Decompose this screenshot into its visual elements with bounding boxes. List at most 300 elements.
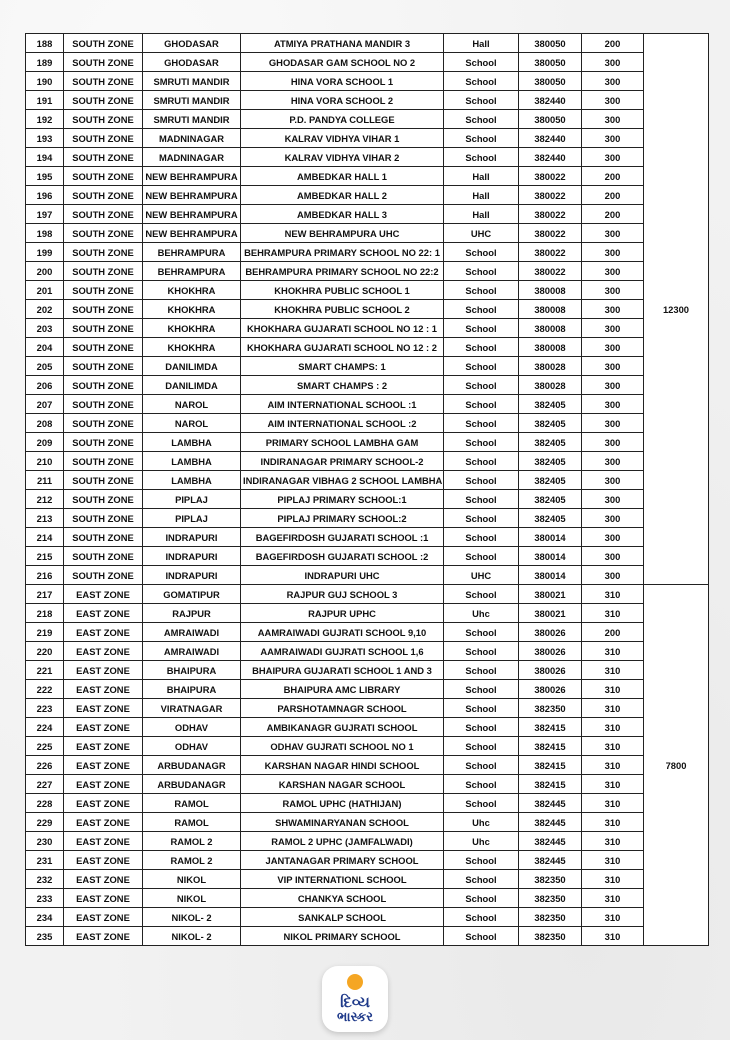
ward-cell: RAMOL 2 xyxy=(143,832,241,851)
pincode-cell: 380022 xyxy=(519,205,582,224)
table-body xyxy=(26,34,709,946)
center-name-cell: AAMRAIWADI GUJRATI SCHOOL 1,6 xyxy=(241,642,444,661)
zone-cell: SOUTH ZONE xyxy=(64,452,143,471)
zone-cell: EAST ZONE xyxy=(64,642,143,661)
type-cell: School xyxy=(444,528,519,547)
center-name-cell: BHAIPURA AMC LIBRARY xyxy=(241,680,444,699)
table-row xyxy=(26,604,709,623)
sr-no-cell: 199 xyxy=(26,243,64,262)
sr-no-cell: 226 xyxy=(26,756,64,775)
type-cell: School xyxy=(444,338,519,357)
type-cell: School xyxy=(444,642,519,661)
center-name-cell: INDIRANAGAR PRIMARY SCHOOL-2 xyxy=(241,452,444,471)
center-name-cell: RAJPUR GUJ SCHOOL 3 xyxy=(241,585,444,604)
sr-no-cell: 205 xyxy=(26,357,64,376)
center-name-cell: PRIMARY SCHOOL LAMBHA GAM xyxy=(241,433,444,452)
table-row xyxy=(26,300,709,319)
zone-cell: EAST ZONE xyxy=(64,737,143,756)
type-cell: School xyxy=(444,794,519,813)
ward-cell: NIKOL xyxy=(143,889,241,908)
table-row xyxy=(26,319,709,338)
zone-cell: SOUTH ZONE xyxy=(64,186,143,205)
ward-cell: GOMATIPUR xyxy=(143,585,241,604)
table-row xyxy=(26,718,709,737)
capacity-cell: 310 xyxy=(582,832,644,851)
ward-cell: SMRUTI MANDIR xyxy=(143,110,241,129)
center-name-cell: PIPLAJ PRIMARY SCHOOL:1 xyxy=(241,490,444,509)
ward-cell: LAMBHA xyxy=(143,471,241,490)
ward-cell: NAROL xyxy=(143,395,241,414)
capacity-cell: 300 xyxy=(582,129,644,148)
pincode-cell: 382405 xyxy=(519,452,582,471)
pincode-cell: 382405 xyxy=(519,433,582,452)
type-cell: School xyxy=(444,585,519,604)
pincode-cell: 380022 xyxy=(519,186,582,205)
ward-cell: KHOKHRA xyxy=(143,319,241,338)
capacity-cell: 300 xyxy=(582,490,644,509)
zone-cell: SOUTH ZONE xyxy=(64,129,143,148)
sr-no-cell: 229 xyxy=(26,813,64,832)
ward-cell: GHODASAR xyxy=(143,34,241,53)
table-row xyxy=(26,205,709,224)
ward-cell: ODHAV xyxy=(143,718,241,737)
zone-cell: EAST ZONE xyxy=(64,908,143,927)
capacity-cell: 300 xyxy=(582,395,644,414)
zone-cell: EAST ZONE xyxy=(64,604,143,623)
table-row xyxy=(26,756,709,775)
center-name-cell: PIPLAJ PRIMARY SCHOOL:2 xyxy=(241,509,444,528)
type-cell: School xyxy=(444,851,519,870)
pincode-cell: 380022 xyxy=(519,262,582,281)
sr-no-cell: 195 xyxy=(26,167,64,186)
zone-cell: SOUTH ZONE xyxy=(64,547,143,566)
type-cell: School xyxy=(444,661,519,680)
type-cell: UHC xyxy=(444,224,519,243)
pincode-cell: 382405 xyxy=(519,471,582,490)
sun-icon xyxy=(347,974,363,990)
zone-cell: EAST ZONE xyxy=(64,680,143,699)
ward-cell: ARBUDANAGR xyxy=(143,756,241,775)
capacity-cell: 310 xyxy=(582,870,644,889)
zone-cell: SOUTH ZONE xyxy=(64,357,143,376)
type-cell: School xyxy=(444,908,519,927)
sr-no-cell: 213 xyxy=(26,509,64,528)
table-row xyxy=(26,452,709,471)
pincode-cell: 382350 xyxy=(519,699,582,718)
sr-no-cell: 234 xyxy=(26,908,64,927)
center-name-cell: PARSHOTAMNAGR SCHOOL xyxy=(241,699,444,718)
center-name-cell: VIP INTERNATIONL SCHOOL xyxy=(241,870,444,889)
capacity-cell: 200 xyxy=(582,186,644,205)
type-cell: School xyxy=(444,395,519,414)
pincode-cell: 380014 xyxy=(519,528,582,547)
sr-no-cell: 235 xyxy=(26,927,64,946)
ward-cell: RAMOL 2 xyxy=(143,851,241,870)
pincode-cell: 382405 xyxy=(519,490,582,509)
pincode-cell: 382415 xyxy=(519,737,582,756)
zone-cell: SOUTH ZONE xyxy=(64,72,143,91)
ward-cell: AMRAIWADI xyxy=(143,623,241,642)
capacity-cell: 200 xyxy=(582,205,644,224)
capacity-cell: 300 xyxy=(582,528,644,547)
zone-cell: SOUTH ZONE xyxy=(64,471,143,490)
center-name-cell: SHWAMINARYANAN SCHOOL xyxy=(241,813,444,832)
table-row xyxy=(26,661,709,680)
capacity-cell: 200 xyxy=(582,34,644,53)
type-cell: School xyxy=(444,243,519,262)
center-name-cell: KALRAV VIDHYA VIHAR 1 xyxy=(241,129,444,148)
sr-no-cell: 202 xyxy=(26,300,64,319)
type-cell: School xyxy=(444,509,519,528)
type-cell: School xyxy=(444,490,519,509)
center-name-cell: KHOKHARA GUJARATI SCHOOL NO 12 : 2 xyxy=(241,338,444,357)
type-cell: School xyxy=(444,623,519,642)
sr-no-cell: 216 xyxy=(26,566,64,585)
zone-cell: EAST ZONE xyxy=(64,718,143,737)
capacity-cell: 300 xyxy=(582,452,644,471)
pincode-cell: 382405 xyxy=(519,395,582,414)
table-row xyxy=(26,224,709,243)
capacity-cell: 300 xyxy=(582,262,644,281)
type-cell: School xyxy=(444,72,519,91)
zone-cell: SOUTH ZONE xyxy=(64,376,143,395)
zone-cell: SOUTH ZONE xyxy=(64,509,143,528)
sr-no-cell: 188 xyxy=(26,34,64,53)
capacity-cell: 300 xyxy=(582,72,644,91)
capacity-cell: 310 xyxy=(582,604,644,623)
ward-cell: DANILIMDA xyxy=(143,376,241,395)
center-name-cell: KALRAV VIDHYA VIHAR 2 xyxy=(241,148,444,167)
center-name-cell: AMBIKANAGR GUJRATI SCHOOL xyxy=(241,718,444,737)
pincode-cell: 382445 xyxy=(519,794,582,813)
zone-cell: EAST ZONE xyxy=(64,661,143,680)
ward-cell: DANILIMDA xyxy=(143,357,241,376)
center-name-cell: KHOKHRA PUBLIC SCHOOL 1 xyxy=(241,281,444,300)
capacity-cell: 300 xyxy=(582,300,644,319)
center-name-cell: CHANKYA SCHOOL xyxy=(241,889,444,908)
data-sheet xyxy=(25,33,708,946)
sr-no-cell: 218 xyxy=(26,604,64,623)
sr-no-cell: 198 xyxy=(26,224,64,243)
capacity-cell: 310 xyxy=(582,775,644,794)
ward-cell: PIPLAJ xyxy=(143,509,241,528)
pincode-cell: 382445 xyxy=(519,832,582,851)
logo-line1: દિવ્ય xyxy=(340,993,370,1011)
table-row xyxy=(26,433,709,452)
sr-no-cell: 233 xyxy=(26,889,64,908)
pincode-cell: 382415 xyxy=(519,718,582,737)
ward-cell: LAMBHA xyxy=(143,433,241,452)
type-cell: School xyxy=(444,471,519,490)
table-row xyxy=(26,357,709,376)
pincode-cell: 382405 xyxy=(519,509,582,528)
ward-cell: NIKOL- 2 xyxy=(143,908,241,927)
table-row xyxy=(26,908,709,927)
capacity-cell: 310 xyxy=(582,927,644,946)
table-row xyxy=(26,623,709,642)
table-row xyxy=(26,129,709,148)
type-cell: School xyxy=(444,319,519,338)
table-row xyxy=(26,889,709,908)
ward-cell: NEW BEHRAMPURA xyxy=(143,224,241,243)
center-name-cell: AMBEDKAR HALL 2 xyxy=(241,186,444,205)
type-cell: School xyxy=(444,376,519,395)
table-row xyxy=(26,870,709,889)
ward-cell: KHOKHRA xyxy=(143,281,241,300)
sr-no-cell: 211 xyxy=(26,471,64,490)
pincode-cell: 382445 xyxy=(519,813,582,832)
pincode-cell: 382415 xyxy=(519,756,582,775)
type-cell: School xyxy=(444,433,519,452)
type-cell: School xyxy=(444,927,519,946)
center-name-cell: ODHAV GUJRATI SCHOOL NO 1 xyxy=(241,737,444,756)
capacity-cell: 300 xyxy=(582,566,644,585)
capacity-cell: 300 xyxy=(582,110,644,129)
capacity-cell: 310 xyxy=(582,889,644,908)
type-cell: School xyxy=(444,281,519,300)
table-row xyxy=(26,414,709,433)
table-row xyxy=(26,91,709,110)
zone-cell: SOUTH ZONE xyxy=(64,490,143,509)
capacity-cell: 300 xyxy=(582,338,644,357)
sr-no-cell: 193 xyxy=(26,129,64,148)
type-cell: Uhc xyxy=(444,813,519,832)
sr-no-cell: 221 xyxy=(26,661,64,680)
center-name-cell: ATMIYA PRATHANA MANDIR 3 xyxy=(241,34,444,53)
pincode-cell: 382350 xyxy=(519,927,582,946)
zone-cell: SOUTH ZONE xyxy=(64,53,143,72)
sr-no-cell: 219 xyxy=(26,623,64,642)
type-cell: Uhc xyxy=(444,832,519,851)
capacity-cell: 300 xyxy=(582,433,644,452)
zone-cell: SOUTH ZONE xyxy=(64,300,143,319)
pincode-cell: 380008 xyxy=(519,338,582,357)
zone-cell: EAST ZONE xyxy=(64,756,143,775)
zone-cell: SOUTH ZONE xyxy=(64,566,143,585)
zone-cell: SOUTH ZONE xyxy=(64,528,143,547)
type-cell: School xyxy=(444,547,519,566)
type-cell: Hall xyxy=(444,205,519,224)
zone-cell: EAST ZONE xyxy=(64,870,143,889)
sr-no-cell: 212 xyxy=(26,490,64,509)
sr-no-cell: 209 xyxy=(26,433,64,452)
ward-cell: INDRAPURI xyxy=(143,547,241,566)
divya-bhaskar-logo xyxy=(322,966,388,1032)
type-cell: Hall xyxy=(444,167,519,186)
sr-no-cell: 232 xyxy=(26,870,64,889)
sr-no-cell: 228 xyxy=(26,794,64,813)
table-row xyxy=(26,547,709,566)
ward-cell: LAMBHA xyxy=(143,452,241,471)
capacity-cell: 310 xyxy=(582,585,644,604)
ward-cell: ODHAV xyxy=(143,737,241,756)
zone-cell: EAST ZONE xyxy=(64,832,143,851)
ward-cell: NIKOL- 2 xyxy=(143,927,241,946)
ward-cell: NEW BEHRAMPURA xyxy=(143,167,241,186)
ward-cell: ARBUDANAGR xyxy=(143,775,241,794)
table-row xyxy=(26,737,709,756)
type-cell: Hall xyxy=(444,34,519,53)
zone-cell: EAST ZONE xyxy=(64,889,143,908)
sr-no-cell: 220 xyxy=(26,642,64,661)
table-row xyxy=(26,110,709,129)
center-name-cell: AMBEDKAR HALL 3 xyxy=(241,205,444,224)
type-cell: School xyxy=(444,718,519,737)
capacity-cell: 300 xyxy=(582,281,644,300)
type-cell: School xyxy=(444,129,519,148)
pincode-cell: 382415 xyxy=(519,775,582,794)
table-row xyxy=(26,642,709,661)
type-cell: School xyxy=(444,357,519,376)
logo-line2: ભાસ્કર xyxy=(337,1010,373,1025)
table-row xyxy=(26,794,709,813)
zone-cell: SOUTH ZONE xyxy=(64,338,143,357)
ward-cell: BHAIPURA xyxy=(143,661,241,680)
capacity-cell: 300 xyxy=(582,224,644,243)
table-row xyxy=(26,72,709,91)
capacity-cell: 310 xyxy=(582,699,644,718)
center-name-cell: P.D. PANDYA COLLEGE xyxy=(241,110,444,129)
capacity-cell: 310 xyxy=(582,737,644,756)
capacity-cell: 300 xyxy=(582,148,644,167)
table-row xyxy=(26,927,709,946)
center-name-cell: INDRAPURI UHC xyxy=(241,566,444,585)
ward-cell: SMRUTI MANDIR xyxy=(143,91,241,110)
capacity-cell: 300 xyxy=(582,243,644,262)
center-name-cell: HINA VORA SCHOOL 1 xyxy=(241,72,444,91)
table-row xyxy=(26,186,709,205)
ward-cell: INDRAPURI xyxy=(143,528,241,547)
center-name-cell: RAMOL UPHC (HATHIJAN) xyxy=(241,794,444,813)
center-name-cell: SMART CHAMPS : 2 xyxy=(241,376,444,395)
pincode-cell: 382440 xyxy=(519,148,582,167)
sr-no-cell: 214 xyxy=(26,528,64,547)
ward-cell: NIKOL xyxy=(143,870,241,889)
ward-cell: SMRUTI MANDIR xyxy=(143,72,241,91)
pincode-cell: 380026 xyxy=(519,680,582,699)
zone-cell: EAST ZONE xyxy=(64,851,143,870)
ward-cell: MADNINAGAR xyxy=(143,129,241,148)
type-cell: Hall xyxy=(444,186,519,205)
pincode-cell: 380028 xyxy=(519,376,582,395)
center-name-cell: KARSHAN NAGAR HINDI SCHOOL xyxy=(241,756,444,775)
capacity-cell: 310 xyxy=(582,851,644,870)
table-row xyxy=(26,167,709,186)
ward-cell: BHAIPURA xyxy=(143,680,241,699)
table-row xyxy=(26,148,709,167)
sr-no-cell: 230 xyxy=(26,832,64,851)
zone-cell: SOUTH ZONE xyxy=(64,91,143,110)
ward-cell: PIPLAJ xyxy=(143,490,241,509)
sr-no-cell: 227 xyxy=(26,775,64,794)
ward-cell: BEHRAMPURA xyxy=(143,243,241,262)
zone-total-cell: 7800 xyxy=(644,585,709,946)
sr-no-cell: 206 xyxy=(26,376,64,395)
table-row xyxy=(26,376,709,395)
ward-cell: RAMOL xyxy=(143,794,241,813)
sr-no-cell: 189 xyxy=(26,53,64,72)
type-cell: School xyxy=(444,148,519,167)
ward-cell: INDRAPURI xyxy=(143,566,241,585)
table-row xyxy=(26,680,709,699)
pincode-cell: 380008 xyxy=(519,319,582,338)
zone-cell: EAST ZONE xyxy=(64,585,143,604)
center-name-cell: AAMRAIWADI GUJRATI SCHOOL 9,10 xyxy=(241,623,444,642)
center-name-cell: INDIRANAGAR VIBHAG 2 SCHOOL LAMBHA xyxy=(241,471,444,490)
table-row xyxy=(26,262,709,281)
zone-cell: SOUTH ZONE xyxy=(64,395,143,414)
pincode-cell: 380022 xyxy=(519,167,582,186)
ward-cell: GHODASAR xyxy=(143,53,241,72)
sr-no-cell: 200 xyxy=(26,262,64,281)
pincode-cell: 380008 xyxy=(519,281,582,300)
capacity-cell: 310 xyxy=(582,661,644,680)
pincode-cell: 382350 xyxy=(519,908,582,927)
pincode-cell: 380050 xyxy=(519,53,582,72)
capacity-cell: 310 xyxy=(582,680,644,699)
ward-cell: BEHRAMPURA xyxy=(143,262,241,281)
type-cell: School xyxy=(444,414,519,433)
zone-cell: EAST ZONE xyxy=(64,813,143,832)
center-name-cell: GHODASAR GAM SCHOOL NO 2 xyxy=(241,53,444,72)
type-cell: School xyxy=(444,870,519,889)
pincode-cell: 380028 xyxy=(519,357,582,376)
center-name-cell: BHAIPURA GUJARATI SCHOOL 1 AND 3 xyxy=(241,661,444,680)
center-name-cell: KARSHAN NAGAR SCHOOL xyxy=(241,775,444,794)
type-cell: School xyxy=(444,91,519,110)
zone-cell: SOUTH ZONE xyxy=(64,243,143,262)
capacity-cell: 300 xyxy=(582,414,644,433)
center-name-cell: KHOKHARA GUJARATI SCHOOL NO 12 : 1 xyxy=(241,319,444,338)
zone-cell: EAST ZONE xyxy=(64,794,143,813)
capacity-cell: 310 xyxy=(582,794,644,813)
capacity-cell: 200 xyxy=(582,167,644,186)
zone-cell: SOUTH ZONE xyxy=(64,433,143,452)
center-name-cell: SANKALP SCHOOL xyxy=(241,908,444,927)
ward-cell: KHOKHRA xyxy=(143,338,241,357)
type-cell: School xyxy=(444,452,519,471)
zone-cell: EAST ZONE xyxy=(64,699,143,718)
sr-no-cell: 210 xyxy=(26,452,64,471)
sr-no-cell: 203 xyxy=(26,319,64,338)
sr-no-cell: 224 xyxy=(26,718,64,737)
pincode-cell: 380026 xyxy=(519,623,582,642)
center-name-cell: BAGEFIRDOSH GUJARATI SCHOOL :1 xyxy=(241,528,444,547)
capacity-cell: 300 xyxy=(582,91,644,110)
ward-cell: RAJPUR xyxy=(143,604,241,623)
table-row xyxy=(26,699,709,718)
type-cell: School xyxy=(444,110,519,129)
type-cell: Uhc xyxy=(444,604,519,623)
ward-cell: NAROL xyxy=(143,414,241,433)
ward-cell: RAMOL xyxy=(143,813,241,832)
pincode-cell: 380022 xyxy=(519,243,582,262)
pincode-cell: 380014 xyxy=(519,566,582,585)
pincode-cell: 382445 xyxy=(519,851,582,870)
sr-no-cell: 208 xyxy=(26,414,64,433)
pincode-cell: 380021 xyxy=(519,585,582,604)
pincode-cell: 380008 xyxy=(519,300,582,319)
table-row xyxy=(26,395,709,414)
type-cell: School xyxy=(444,300,519,319)
pincode-cell: 382350 xyxy=(519,870,582,889)
capacity-cell: 300 xyxy=(582,357,644,376)
center-name-cell: BEHRAMPURA PRIMARY SCHOOL NO 22:2 xyxy=(241,262,444,281)
sr-no-cell: 204 xyxy=(26,338,64,357)
ward-cell: KHOKHRA xyxy=(143,300,241,319)
sr-no-cell: 222 xyxy=(26,680,64,699)
center-name-cell: AMBEDKAR HALL 1 xyxy=(241,167,444,186)
